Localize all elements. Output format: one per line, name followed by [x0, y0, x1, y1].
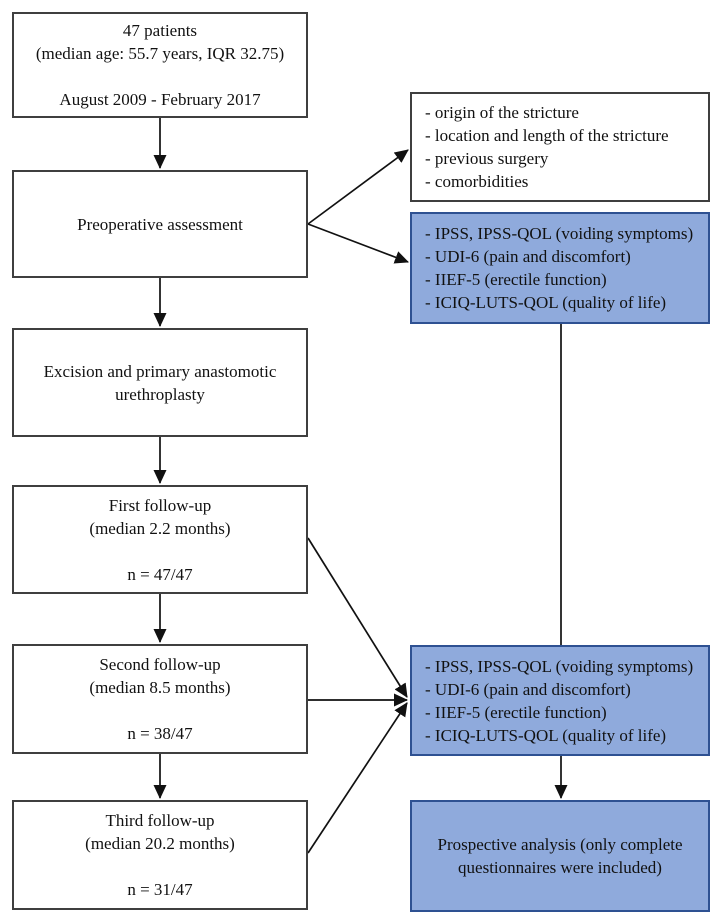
first-followup-box: [12, 485, 308, 594]
blank-line: [160, 855, 161, 878]
first-followup-title: First follow-up: [108, 495, 212, 515]
questionnaire-udi6: - UDI-6 (pain and discomfort): [425, 247, 631, 266]
first-followup-median: (median 2.2 months): [89, 518, 231, 538]
analysis-line2: questionnaires were included): [458, 858, 662, 877]
patients-median-age: (median age: 55.7 years, IQR 32.75): [35, 44, 285, 63]
stricture-details-box: [410, 92, 710, 202]
followup-questionnaires-box: [410, 645, 710, 756]
stricture-item-origin: - origin of the stricture: [425, 103, 579, 122]
stricture-item-location: - location and length of the stricture: [425, 126, 669, 145]
third-followup-median: (median 20.2 months): [85, 834, 235, 853]
arrow-preop-to-questionnaires: [308, 224, 408, 262]
arrow-followup1-to-questionnaires: [308, 538, 407, 697]
questionnaire-iciq: - ICIQ-LUTS-QOL (quality of life): [425, 293, 667, 312]
second-followup-box: [12, 644, 308, 754]
preoperative-assessment-label: Preoperative assessment: [77, 214, 243, 234]
patients-box: [12, 12, 308, 118]
second-followup-title: Second follow-up: [99, 655, 221, 674]
questionnaire-iief5: - IIEF-5 (erectile function): [425, 702, 607, 722]
questionnaire-iciq: - ICIQ-LUTS-QOL (quality of life): [425, 725, 667, 745]
third-followup-n: n = 31/47: [127, 880, 193, 899]
urethroplasty-line2: urethroplasty: [115, 384, 205, 404]
prospective-analysis-box: [410, 800, 710, 912]
preoperative-assessment-box: [12, 170, 308, 278]
questionnaire-iief5: - IIEF-5 (erectile function): [425, 270, 607, 289]
questionnaire-udi6: - UDI-6 (pain and discomfort): [425, 679, 631, 699]
blank-line: [160, 65, 161, 88]
third-followup-title: Third follow-up: [105, 811, 215, 830]
blank-line: [160, 699, 161, 722]
first-followup-n: n = 47/47: [127, 564, 193, 584]
patients-count: 47 patients: [122, 21, 198, 40]
urethroplasty-box: [12, 328, 308, 437]
second-followup-n: n = 38/47: [127, 724, 193, 743]
questionnaire-ipss: - IPSS, IPSS-QOL (voiding symptoms): [425, 656, 694, 676]
blank-line: [160, 540, 161, 563]
second-followup-median: (median 8.5 months): [89, 678, 231, 697]
preop-questionnaires-box: [410, 212, 710, 324]
stricture-item-surgery: - previous surgery: [425, 149, 549, 168]
third-followup-box: [12, 800, 308, 910]
stricture-item-comorbidities: - comorbidities: [425, 172, 529, 191]
patients-period: August 2009 - February 2017: [59, 90, 261, 109]
arrow-followup3-to-questionnaires: [308, 703, 407, 853]
questionnaire-ipss: - IPSS, IPSS-QOL (voiding symptoms): [425, 224, 694, 243]
urethroplasty-line1: Excision and primary anastomotic: [43, 361, 277, 381]
analysis-line1: Prospective analysis (only complete: [437, 835, 683, 854]
arrow-preop-to-stricture: [308, 150, 408, 224]
